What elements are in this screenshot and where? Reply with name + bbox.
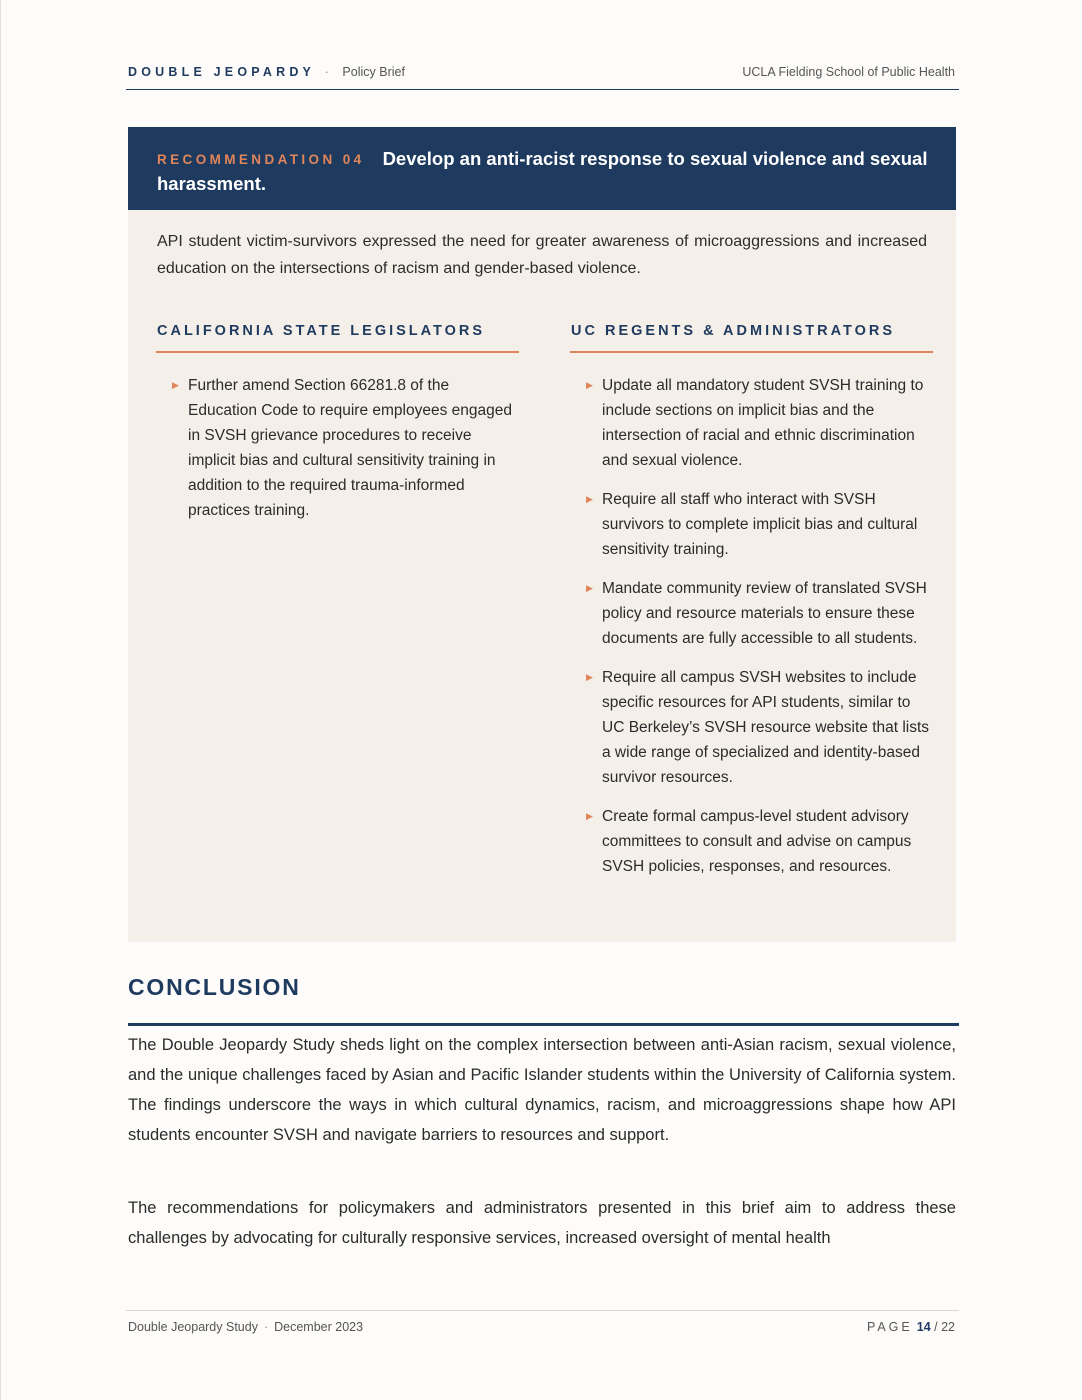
- list-item: [570, 576, 933, 651]
- triangle-bullet-icon: ▶: [586, 380, 593, 390]
- brand-name: DOUBLE JEOPARDY: [128, 65, 315, 79]
- triangle-bullet-icon: ▶: [586, 583, 593, 593]
- header-institution: UCLA Fielding School of Public Health: [742, 65, 955, 79]
- footer-date: December 2023: [274, 1320, 364, 1334]
- header-subtitle: Policy Brief: [342, 65, 405, 79]
- list-item-text: Create formal campus-level student advisory committees to consult and advise on campus SVSH policies, responses, and resources.: [602, 808, 912, 875]
- column-uc-regents: [570, 323, 933, 893]
- triangle-bullet-icon: ▶: [586, 672, 593, 682]
- list-item: [156, 373, 519, 523]
- recommendation-header: [128, 127, 956, 210]
- list-item-text: Mandate community review of translated SVSH policy and resource materials to ensure these documents are fully accessible to all students.: [602, 580, 927, 647]
- page-label: PAGE: [866, 1320, 913, 1334]
- column-heading: CALIFORNIA STATE LEGISLATORS: [156, 323, 519, 353]
- list-item: [570, 487, 933, 562]
- list-item: [570, 665, 933, 790]
- list-item-text: Require all staff who interact with SVSH survivors to complete implicit bias and cultural sensitivity training.: [602, 491, 918, 558]
- page-current: 14: [916, 1320, 931, 1334]
- running-header: [126, 62, 959, 90]
- recommendation-list: [570, 373, 933, 879]
- recommendation-kicker: RECOMMENDATION 04: [157, 152, 365, 167]
- section-heading: CONCLUSION: [128, 974, 301, 1000]
- triangle-bullet-icon: ▶: [172, 380, 179, 390]
- conclusion-heading-bar: [128, 974, 959, 1026]
- footer-separator: ·: [263, 1320, 269, 1334]
- page-number: [867, 1320, 955, 1334]
- recommendation-card: [128, 127, 956, 942]
- list-item-text: Further amend Section 66281.8 of the Education Code to require employees engaged in SVSH grievance procedures to receive implicit bias and cultural sensitivity training in addition to the required trauma-informed practices training.: [188, 377, 513, 519]
- recommendation-intro: API student victim-survivors expressed the need for greater awareness of microaggressions and increased education on the intersections of racism and gender-based violence.: [157, 233, 927, 277]
- header-separator: ·: [324, 65, 329, 79]
- list-item: [570, 373, 933, 473]
- list-item-text: Update all mandatory student SVSH training to include sections on implicit bias and the intersection of racial and ethnic discrimination and sexual violence.: [602, 377, 924, 469]
- list-item-text: Require all campus SVSH websites to include specific resources for API students, similar to UC Berkeley’s SVSH resource website that lists a wide range of specialized and identity-based survivor resources.: [602, 669, 930, 786]
- conclusion-paragraph: The Double Jeopardy Study sheds light on the complex intersection between anti-Asian racism, sexual violence, and the unique challenges faced by Asian and Pacific Islander students within the University of California system. The findings underscore the ways in which cultural dynamics, racism, and microaggressions shape how API students encounter SVSH and navigate barriers to resources and support.: [128, 1036, 956, 1144]
- recommendation-title: Develop an anti-racist response to sexual violence and sexual harassment.: [157, 148, 928, 194]
- page-total: / 22: [934, 1320, 955, 1334]
- recommendation-list: [156, 373, 519, 523]
- list-item: [570, 804, 933, 879]
- footer-study: Double Jeopardy Study: [128, 1320, 258, 1334]
- footer-citation: [128, 1320, 363, 1334]
- column-heading: UC REGENTS & ADMINISTRATORS: [570, 323, 933, 353]
- running-footer: [126, 1310, 959, 1341]
- conclusion-paragraph: The recommendations for policymakers and administrators presented in this brief aim to address these challenges by advocating for culturally responsive services, increased oversight of mental health: [128, 1199, 956, 1247]
- brand-title: [128, 65, 405, 79]
- column-state-legislators: [156, 323, 519, 537]
- triangle-bullet-icon: ▶: [586, 811, 593, 821]
- triangle-bullet-icon: ▶: [586, 494, 593, 504]
